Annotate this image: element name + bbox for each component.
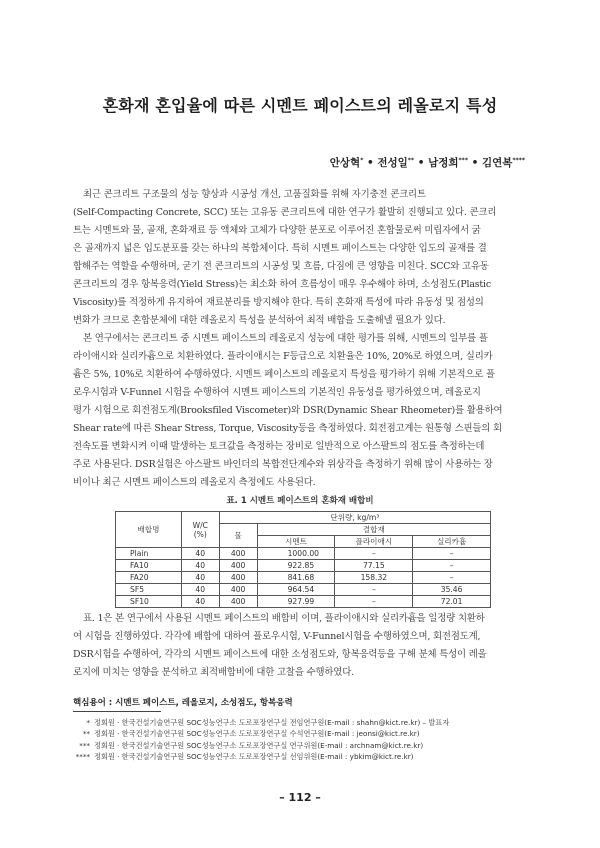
author-mark: *** bbox=[458, 157, 468, 164]
cell-silica: – bbox=[413, 560, 491, 572]
footnote bbox=[73, 751, 533, 762]
cell-silica: – bbox=[413, 548, 491, 560]
author-name: 김연복 bbox=[482, 157, 513, 169]
paragraph-line: Shear rate에 따른 Shear Stress, Torque, Viscosity등을 측정하였다. 회전점고계는 원통형 스핀들의 회 bbox=[73, 423, 502, 434]
author-list bbox=[330, 155, 525, 170]
header-wc bbox=[181, 512, 219, 548]
author-name: 남정희 bbox=[428, 157, 459, 169]
cell-water: 400 bbox=[219, 572, 257, 584]
cell-cement: 964.54 bbox=[257, 584, 335, 596]
table-row bbox=[116, 572, 491, 584]
paragraph-line: 본 연구에서는 콘크리트 중 시멘트 페이스트의 레올로지 성능에 대한 평가를 위해, 시멘트의 일부를 플 bbox=[83, 333, 488, 344]
author-mark: ** bbox=[407, 157, 415, 164]
footnote-mark: *** bbox=[79, 740, 90, 750]
footnote-mark: ** bbox=[82, 729, 90, 739]
cell-flyash: – bbox=[335, 548, 413, 560]
author-mark: * bbox=[360, 157, 364, 164]
footnote-text: 정회원 · 한국건설기술연구원 SOC성능연구소 도로포장연구실 수석연구원(E-mail : jeonsi@kict.re.kr) bbox=[94, 729, 420, 739]
footnote bbox=[73, 717, 533, 728]
footnotes bbox=[73, 717, 533, 763]
footnote bbox=[73, 740, 533, 751]
header-cement: 시멘트 bbox=[257, 536, 335, 548]
paragraph-line: 라이애시와 실리카흄으로 치환하였다. 플라이애시는 F등급으로 치환율은 10%, 20%로 하였으며, 실리카 bbox=[73, 351, 493, 362]
cell-wc: 40 bbox=[181, 572, 219, 584]
cell-cement: 1000.00 bbox=[257, 548, 335, 560]
paragraph-line: DSR시험을 수행하여, 각각의 시멘트 페이스트에 대한 소성점도와, 항복응력등을 구해 분체 특성이 레올 bbox=[73, 649, 487, 660]
footnote-text: 정회원 · 한국건설기술연구원 SOC성능연구소 도로포장연구실 선임위원(E-mail : ybkim@kict.re.kr) bbox=[94, 752, 414, 762]
paper-title: 혼화재 혼입율에 따른 시멘트 페이스트의 레올로지 특성 bbox=[102, 96, 498, 115]
footnote-divider bbox=[73, 711, 161, 712]
table-row bbox=[116, 560, 491, 572]
author-separator: • bbox=[414, 157, 429, 169]
table-row bbox=[116, 596, 491, 608]
author-separator: • bbox=[363, 157, 378, 169]
paragraph-line: 트는 시멘트와 물, 골재, 혼화재료 등 액체와 고체가 다양한 분포로 이루어진 혼합물로써 미립자에서 굵 bbox=[73, 225, 481, 236]
cell-wc: 40 bbox=[181, 596, 219, 608]
cell-wc: 40 bbox=[181, 560, 219, 572]
cell-silica: – bbox=[413, 572, 491, 584]
header-mix: 배합명 bbox=[116, 512, 182, 548]
cell-water: 400 bbox=[219, 560, 257, 572]
table-row bbox=[116, 548, 491, 560]
cell-flyash: 77.15 bbox=[335, 560, 413, 572]
cell-flyash: – bbox=[335, 584, 413, 596]
cell-flyash: 158.32 bbox=[335, 572, 413, 584]
cell-mix: FA20 bbox=[116, 572, 182, 584]
footnote-text: 정회원 · 한국건설기술연구원 SOC성능연구소 도로포장연구실 전임연구원(E-mail : shahn@kict.re.kr) – 발표자 bbox=[94, 718, 450, 727]
header-flyash: 플라이애시 bbox=[335, 536, 413, 548]
paragraph-line: 로지에 미치는 영향을 분석하고 최적배합비에 대한 고찰을 수행하였다. bbox=[73, 667, 354, 678]
table-caption: 표. 1 시멘트 페이스트의 혼화재 배합비 bbox=[226, 496, 374, 506]
header-silica: 실리카흄 bbox=[413, 536, 491, 548]
paragraph-line: 은 골재까지 넓은 입도분포를 갖는 하나의 복합체이다. 특히 시멘트 페이스트는 다양한 입도의 골재를 결 bbox=[73, 243, 487, 254]
author-name: 안상혁 bbox=[329, 157, 361, 169]
cell-mix: Plain bbox=[116, 548, 182, 560]
header-water: 물 bbox=[219, 524, 257, 548]
footnote-mark: **** bbox=[75, 752, 90, 762]
paragraph-line: (Self-Compacting Concrete, SCC) 또는 고유동 콘크리트에 대한 연구가 활발히 진행되고 있다. 콘크리 bbox=[73, 207, 497, 218]
paragraph-line: 주로 사용된다. DSR실험은 아스팔트 바인더의 복합전단계수와 위상각을 측정하기 위해 많이 사용하는 장 bbox=[73, 459, 493, 470]
paragraph-line: 최근 콘크리트 구조물의 성능 향상과 시공성 개선, 고품질화를 위해 자기충전 콘크리트 bbox=[83, 189, 426, 200]
cell-mix: FA10 bbox=[116, 560, 182, 572]
paragraph-line: 로우시험과 V-Funnel 시험을 수행하여 시멘트 페이스트의 기본적인 유동성을 평가하였으며, 레올로지 bbox=[73, 387, 481, 398]
cell-mix: SF5 bbox=[116, 584, 182, 596]
header-wc-label: W/C bbox=[192, 520, 208, 530]
closing-paragraph bbox=[73, 610, 529, 682]
cell-cement: 922.85 bbox=[257, 560, 335, 572]
header-unit: 단위량, kg/m³ bbox=[219, 512, 490, 524]
cell-silica: 72.01 bbox=[413, 596, 491, 608]
cell-cement: 927.99 bbox=[257, 596, 335, 608]
cell-silica: 35.46 bbox=[413, 584, 491, 596]
cell-mix: SF10 bbox=[116, 596, 182, 608]
body-paragraphs bbox=[73, 186, 529, 492]
paragraph-line: 콘크리트의 경우 항복응력(Yield Stress)는 최소화 하여 흐름성이 매우 우수해야 하며, 소성점도(Plastic bbox=[73, 279, 491, 290]
paragraph-line: 비이나 최근 시멘트 페이스트의 레올로지 측정에도 사용된다. bbox=[73, 477, 316, 488]
cell-water: 400 bbox=[219, 584, 257, 596]
cell-wc: 40 bbox=[181, 584, 219, 596]
paragraph-line: 표. 1은 본 연구에서 사용된 시멘트 페이스트의 배합비 이며, 플라이애시와 실리카흄을 일정량 치환하 bbox=[83, 613, 485, 624]
cell-water: 400 bbox=[219, 548, 257, 560]
paragraph-line: 여 시험을 진행하였다. 각각에 배합에 대하여 플로우시험, V-Funnel시험을 수행하였으며, 회전점도계, bbox=[73, 631, 481, 642]
author-name: 전성일 bbox=[377, 157, 408, 169]
footnote bbox=[73, 728, 533, 739]
footnote-text: 정회원 · 한국건설기술연구원 SOC성능연구소 도로포장연구실 연구위원(E-mail : archnam@kict.re.kr) bbox=[94, 740, 424, 750]
cell-cement: 841.68 bbox=[257, 572, 335, 584]
mix-proportion-table bbox=[115, 511, 491, 608]
header-binder: 결합재 bbox=[257, 524, 490, 536]
cell-flyash: – bbox=[335, 596, 413, 608]
paragraph-line: 흄은 5%, 10%로 치환하여 수행하였다. 시멘트 페이스트의 레올로지 특성을 평가하기 위해 기본적으로 플 bbox=[73, 369, 495, 380]
paragraph-line: Viscosity)를 적정하게 유지하여 재료분리를 방지해야 한다. 특히 혼화재 특성에 따라 유동성 및 점성의 bbox=[73, 297, 484, 308]
cell-wc: 40 bbox=[181, 548, 219, 560]
header-wc-unit: (%) bbox=[193, 529, 207, 539]
page-number: – 112 – bbox=[279, 791, 321, 804]
paragraph-line: 합해주는 역할을 수행하며, 굳기 전 콘크리트의 시공성 및 흐름, 다짐에 큰 영향을 미친다. SCC와 고유동 bbox=[73, 261, 489, 272]
cell-water: 400 bbox=[219, 596, 257, 608]
footnote-mark: * bbox=[86, 718, 90, 727]
author-separator: • bbox=[467, 157, 482, 169]
paragraph-line: 변화가 크므로 혼합분체에 대한 레올로지 특성을 분석하여 최적 배합을 도출해낼 필요가 있다. bbox=[73, 315, 446, 326]
paragraph-line: 평가 시험으로 회전점도계(Brooksfiled Viscometer)와 DSR(Dynamic Shear Rheometer)를 활용하여 bbox=[73, 405, 503, 416]
paragraph-line: 전속도를 변화시켜 이때 발생하는 토크값을 측정하는 장비로 일반적으로 아스팔트의 점도를 측정하는데 bbox=[73, 441, 485, 452]
keywords: 핵심용어 : 시멘트 페이스트, 레올로지, 소성점도, 항복응력 bbox=[73, 698, 293, 708]
table-row bbox=[116, 584, 491, 596]
author-mark: **** bbox=[512, 157, 525, 164]
